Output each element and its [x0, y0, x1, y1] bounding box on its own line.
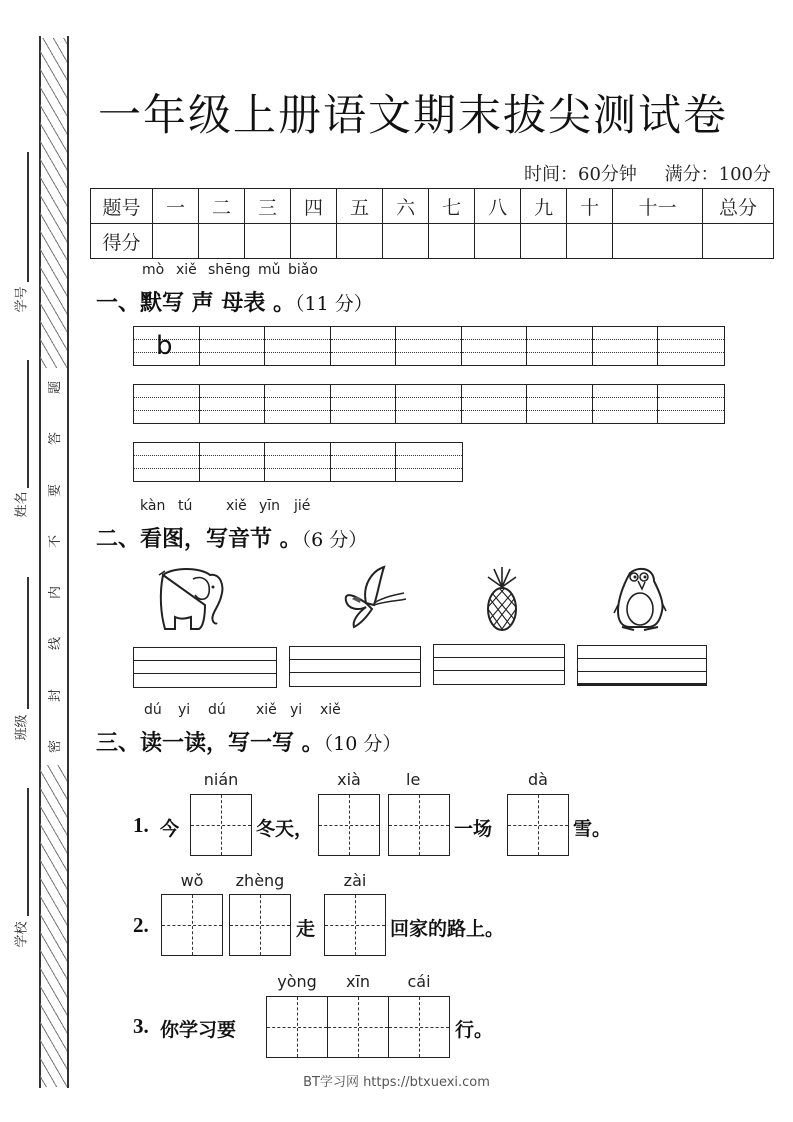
writing-grid-row-3: [133, 442, 463, 482]
score-cell[interactable]: [521, 224, 567, 259]
column-header: 七: [429, 189, 475, 224]
writing-cell[interactable]: [134, 443, 200, 481]
character-box[interactable]: [507, 794, 569, 856]
pinyin: le: [406, 770, 421, 789]
time-limit: 时间：60分钟: [524, 164, 637, 185]
sentence-part: 走: [296, 918, 316, 940]
section-title: [96, 286, 373, 317]
pinyin: yīn: [259, 498, 281, 514]
heading-pinyin: [96, 498, 367, 516]
writing-cell[interactable]: [265, 443, 331, 481]
writing-cell[interactable]: [527, 385, 593, 423]
column-header: 八: [475, 189, 521, 224]
number-text: 1.: [133, 813, 149, 837]
seal-word: 题: [47, 380, 63, 395]
pinyin: cái: [407, 972, 431, 991]
section-title-text: 三、读一读，写一写 。: [96, 731, 324, 756]
school-field[interactable]: [27, 788, 29, 916]
pinyin: yi: [290, 702, 303, 718]
class-label: 班级: [14, 714, 30, 741]
writing-cell[interactable]: [331, 385, 397, 423]
heading-pinyin: [96, 702, 401, 720]
pinyin: yi: [178, 702, 191, 718]
strip-border-right: [67, 36, 69, 1088]
pinyin: xiě: [176, 262, 197, 278]
pineapple-icon: [480, 565, 525, 633]
character-box[interactable]: [388, 996, 450, 1058]
full-score: 满分：100分: [664, 164, 771, 185]
pinyin: tú: [178, 498, 193, 514]
writing-cell[interactable]: [265, 385, 331, 423]
student-id-label: 学号: [14, 286, 30, 313]
column-header: 九: [521, 189, 567, 224]
question-number: [133, 813, 149, 838]
question-number-row: [91, 189, 774, 224]
score-table: [90, 188, 774, 259]
pinyin: xīn: [345, 972, 371, 991]
score-cell[interactable]: [383, 224, 429, 259]
sentence-part: 今: [160, 818, 180, 840]
exam-meta: [502, 160, 771, 186]
number-text: 3.: [133, 1014, 149, 1038]
character-box[interactable]: [266, 996, 328, 1058]
section-title-text: 一、默写 声 母表 。: [96, 291, 295, 316]
section-2-heading: [96, 498, 367, 553]
writing-cell[interactable]: [462, 385, 528, 423]
section-1-heading: [96, 262, 373, 317]
character-box[interactable]: [388, 794, 450, 856]
column-header: 五: [337, 189, 383, 224]
seal-words: [40, 372, 67, 762]
pinyin: jié: [294, 498, 311, 514]
writing-cell[interactable]: [200, 327, 266, 365]
writing-cell[interactable]: [200, 443, 266, 481]
score-cell[interactable]: [153, 224, 199, 259]
pinyin: nián: [203, 770, 239, 789]
seal-word: 内: [47, 586, 63, 600]
seal-word: 密: [47, 739, 63, 753]
writing-cell[interactable]: [593, 327, 659, 365]
pinyin: zhèng: [235, 871, 285, 890]
heading-pinyin: [96, 262, 373, 280]
writing-cell[interactable]: [462, 327, 528, 365]
penguin-icon: [612, 565, 667, 633]
column-header: 四: [291, 189, 337, 224]
pinyin: yòng: [277, 972, 317, 991]
section-title: [96, 522, 367, 553]
score-cell[interactable]: [199, 224, 245, 259]
column-header: 六: [383, 189, 429, 224]
pinyin: dú: [144, 702, 162, 718]
column-header-total: 总分: [703, 189, 774, 224]
sentence-part: 雪。: [573, 818, 612, 840]
class-field[interactable]: [27, 577, 29, 709]
score-cell[interactable]: [291, 224, 337, 259]
sentence-part: 行。: [455, 1019, 494, 1041]
answer-box-pineapple[interactable]: [433, 644, 565, 685]
example-letter: b: [156, 331, 173, 361]
writing-grid-row-2: [133, 384, 725, 424]
character-box[interactable]: [161, 894, 223, 956]
pinyin: xiě: [320, 702, 341, 718]
column-header: 一: [153, 189, 199, 224]
pinyin: mǔ: [258, 262, 281, 278]
butterfly-icon: [338, 565, 413, 630]
writing-cell[interactable]: [593, 385, 659, 423]
section-points: （10 分）: [323, 733, 402, 755]
column-header: 三: [245, 189, 291, 224]
seal-word: 要: [47, 483, 63, 497]
seal-word: 线: [47, 637, 63, 651]
writing-cell[interactable]: [658, 327, 724, 365]
pinyin: mò: [142, 262, 165, 278]
score-cell[interactable]: [613, 224, 703, 259]
score-cell[interactable]: [475, 224, 521, 259]
exam-title: 一年级上册语文期末拔尖测试卷: [98, 91, 728, 141]
pinyin: dú: [208, 702, 226, 718]
hatch-pattern-bottom: [40, 765, 67, 1087]
writing-cell[interactable]: [658, 385, 724, 423]
sentence-part: 回家的路上。: [390, 918, 505, 940]
school-label: 学校: [14, 921, 30, 948]
hatch-pattern-top: [40, 38, 67, 368]
pinyin: dà: [528, 770, 548, 789]
elephant-icon: [155, 565, 235, 635]
writing-cell[interactable]: [134, 385, 200, 423]
score-cell-total[interactable]: [703, 224, 774, 259]
score-cell[interactable]: [245, 224, 291, 259]
writing-cell[interactable]: [396, 443, 462, 481]
pinyin: xiě: [226, 498, 247, 514]
character-box[interactable]: [324, 894, 386, 956]
section-points: （6 分）: [301, 529, 368, 551]
character-box[interactable]: [190, 794, 252, 856]
writing-cell[interactable]: [265, 327, 331, 365]
score-cell[interactable]: [567, 224, 613, 259]
column-header: 二: [199, 189, 245, 224]
column-header: 十: [567, 189, 613, 224]
writing-cell[interactable]: [331, 443, 397, 481]
number-text: 2.: [133, 913, 149, 937]
character-box[interactable]: [318, 794, 380, 856]
name-field[interactable]: [27, 360, 29, 488]
student-id-field[interactable]: [27, 152, 29, 282]
pinyin: kàn: [140, 498, 166, 514]
pinyin: zài: [343, 871, 367, 890]
writing-grid-row-1: [133, 326, 725, 366]
writing-cell[interactable]: [331, 327, 397, 365]
section-title: [96, 726, 401, 757]
row-label: 题号: [91, 189, 153, 224]
pinyin: xiě: [256, 702, 277, 718]
question-number: [133, 1014, 149, 1039]
sentence-part: 你学习要: [160, 1019, 237, 1041]
pinyin: wǒ: [180, 871, 204, 890]
column-header: 十一: [613, 189, 703, 224]
footer-watermark: BT学习网 https://btxuexi.com: [303, 1075, 490, 1090]
seal-word: 答: [47, 432, 63, 446]
section-title-text: 二、看图，写音节 。: [96, 527, 302, 552]
score-cell[interactable]: [429, 224, 475, 259]
sentence-part: 冬天，: [256, 818, 314, 840]
score-cell[interactable]: [337, 224, 383, 259]
character-box[interactable]: [327, 996, 389, 1058]
section-3-heading: [96, 702, 401, 757]
pinyin: xià: [337, 770, 361, 789]
section-points: （11 分）: [294, 293, 373, 315]
pinyin: biǎo: [288, 262, 318, 278]
question-number: [133, 913, 149, 938]
name-label: 姓名: [14, 491, 30, 518]
writing-cell[interactable]: [396, 327, 462, 365]
sentence-part: 一场: [454, 818, 493, 840]
seal-word: 封: [47, 688, 63, 702]
writing-cell[interactable]: [527, 327, 593, 365]
writing-cell[interactable]: [200, 385, 266, 423]
answer-box-butterfly[interactable]: [289, 646, 421, 687]
character-box[interactable]: [229, 894, 291, 956]
answer-box-elephant[interactable]: [133, 647, 277, 688]
score-row: [91, 224, 774, 259]
writing-cell[interactable]: [396, 385, 462, 423]
pinyin: shēng: [208, 262, 251, 278]
writing-cell[interactable]: [134, 327, 200, 365]
row-label: 得分: [91, 224, 153, 259]
answer-box-penguin[interactable]: [577, 645, 707, 686]
seal-word: 不: [47, 534, 63, 548]
